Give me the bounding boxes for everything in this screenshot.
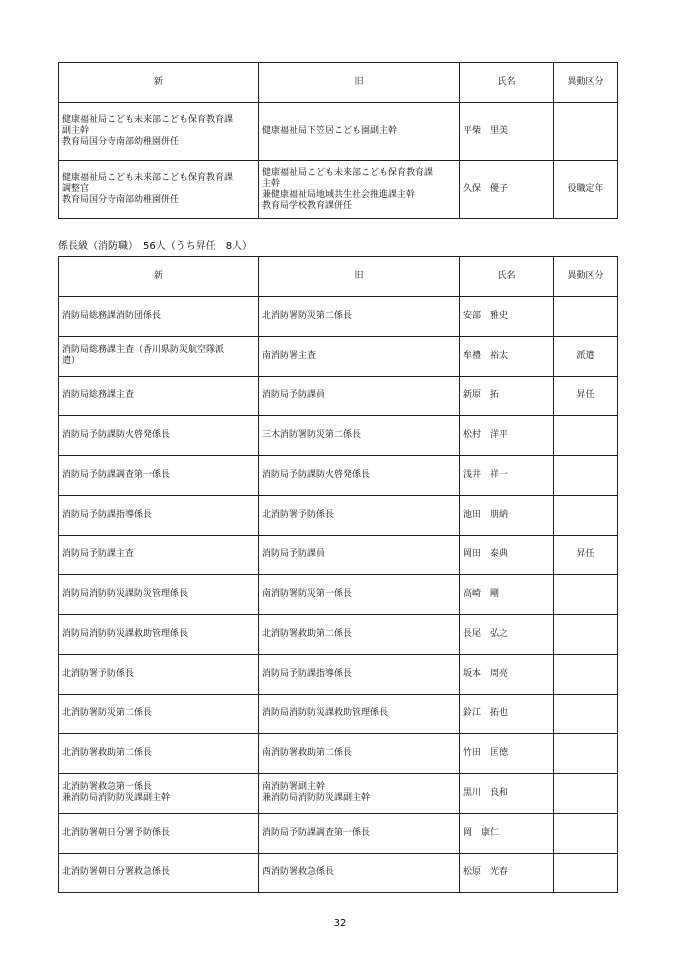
person-name: 岡 康仁 [460,813,554,853]
old-position: 南消防署副主幹 兼消防局消防防災課副主幹 [259,774,460,814]
old-position: 健康福祉局下笠居こども園副主幹 [259,103,460,161]
table-row [59,734,618,774]
table-row [59,575,618,615]
person-name: 黒川 良和 [460,774,554,814]
transfer-type [554,694,618,734]
person-name: 久保 優子 [460,161,554,219]
old-position: 健康福祉局こども未来部こども保育教育課 主幹 兼健康福祉局地域共生社会推進課主幹 教育局学校教育課併任 [259,161,460,219]
table-row [59,535,618,575]
new-position: 北消防署朝日分署予防係長 [59,813,259,853]
new-position: 消防局予防課主査 [59,535,259,575]
new-position: 北消防署朝日分署救急係長 [59,853,259,893]
header-new: 新 [59,63,259,103]
table-row [59,161,618,219]
person-name: 安部 雅史 [460,297,554,337]
page-number: 32 [333,918,347,929]
table-row [59,853,618,893]
new-position: 北消防署救急第一係長 兼消防局消防防災課副主幹 [59,774,259,814]
transfer-type [554,456,618,496]
old-position: 南消防署救助第二係長 [259,734,460,774]
transfer-type [554,853,618,893]
transfer-type [554,297,618,337]
person-name: 池田 朋納 [460,495,554,535]
person-name: 岡田 泰典 [460,535,554,575]
person-name: 竹田 匡徳 [460,734,554,774]
new-position: 消防局予防課指導係長 [59,495,259,535]
old-position: 南消防署防災第一係長 [259,575,460,615]
old-position: 消防局予防課指導係長 [259,654,460,694]
person-name: 新原 拓 [460,376,554,416]
old-position: 消防局予防課員 [259,535,460,575]
table-row [59,694,618,734]
new-position: 北消防署救助第二係長 [59,734,259,774]
new-position: 消防局総務課消防団係長 [59,297,259,337]
new-position: 健康福祉局こども未来部こども保育教育課 副主幹 教育局国分寺南部幼稚園併任 [59,103,259,161]
transfer-type [554,103,618,161]
old-position: 南消防署主査 [259,336,460,376]
transfer-type: 派遣 [554,336,618,376]
personnel-table-2 [58,256,618,893]
new-position: 北消防署防災第二係長 [59,694,259,734]
transfer-type [554,654,618,694]
transfer-type [554,774,618,814]
transfer-type [554,495,618,535]
old-position: 北消防署救助第二係長 [259,615,460,655]
header-name: 氏名 [460,257,554,297]
table-row [59,297,618,337]
table-row [59,615,618,655]
transfer-type [554,416,618,456]
header-kubun: 異動区分 [554,63,618,103]
person-name: 牟禮 裕太 [460,336,554,376]
table-row [59,103,618,161]
table-header-row [59,63,618,103]
table-header-row [59,257,618,297]
old-position: 北消防署防災第二係長 [259,297,460,337]
person-name: 坂本 周亮 [460,654,554,694]
new-position: 消防局総務課主査 [59,376,259,416]
person-name: 浅井 祥一 [460,456,554,496]
table-row [59,654,618,694]
transfer-type [554,575,618,615]
header-name: 氏名 [460,63,554,103]
transfer-type: 役職定年 [554,161,618,219]
person-name: 松村 洋平 [460,416,554,456]
new-position: 消防局消防防災課防災管理係長 [59,575,259,615]
header-old: 旧 [259,257,460,297]
new-position: 消防局予防課調査第一係長 [59,456,259,496]
transfer-type [554,734,618,774]
new-position: 消防局予防課防火啓発係長 [59,416,259,456]
old-position: 西消防署救急係長 [259,853,460,893]
old-position: 消防局消防防災課救助管理係長 [259,694,460,734]
table-row [59,376,618,416]
new-position: 健康福祉局こども未来部こども保育教育課 調整官 教育局国分寺南部幼稚園併任 [59,161,259,219]
person-name: 高崎 剛 [460,575,554,615]
table-row [59,336,618,376]
old-position: 北消防署予防係長 [259,495,460,535]
person-name: 長尾 弘之 [460,615,554,655]
old-position: 消防局予防課防火啓発係長 [259,456,460,496]
table-row [59,416,618,456]
transfer-type [554,813,618,853]
new-position: 消防局消防防災課救助管理係長 [59,615,259,655]
transfer-type [554,615,618,655]
personnel-table-1 [58,62,618,219]
table-row [59,495,618,535]
header-new: 新 [59,257,259,297]
header-old: 旧 [259,63,460,103]
person-name: 鈴江 拓也 [460,694,554,734]
person-name: 平柴 里美 [460,103,554,161]
header-kubun: 異動区分 [554,257,618,297]
table-row [59,813,618,853]
new-position: 消防局総務課主査（香川県防災航空隊派 遣） [59,336,259,376]
transfer-type: 昇任 [554,535,618,575]
transfer-type: 昇任 [554,376,618,416]
old-position: 三木消防署防災第二係長 [259,416,460,456]
old-position: 消防局予防課調査第一係長 [259,813,460,853]
section-heading: 係長級（消防職） 56人（うち昇任 8人） [58,241,253,252]
person-name: 松原 光春 [460,853,554,893]
table-row [59,456,618,496]
new-position: 北消防署予防係長 [59,654,259,694]
old-position: 消防局予防課員 [259,376,460,416]
table-row [59,774,618,814]
